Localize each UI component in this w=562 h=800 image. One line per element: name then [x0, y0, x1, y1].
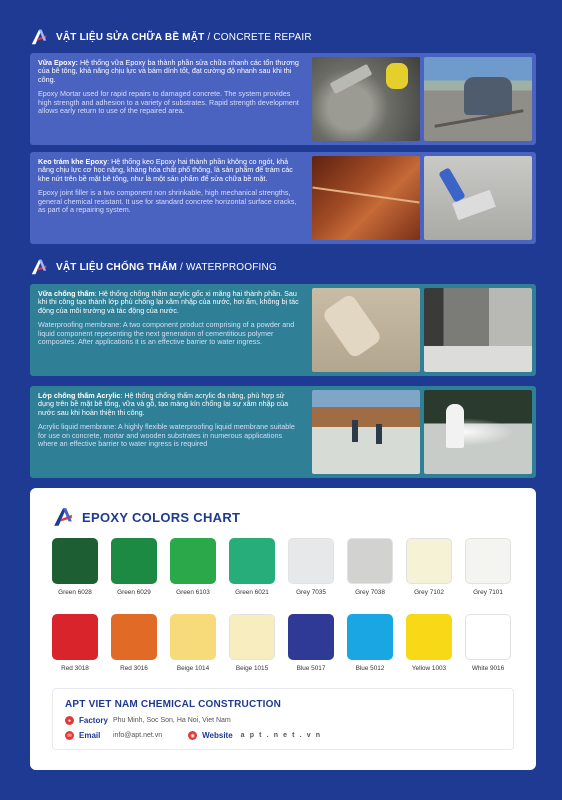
color-swatch-grid — [52, 538, 514, 672]
chart-header — [52, 506, 240, 528]
card-vi-text: Vữa chống thấm: Hệ thống chống thấm acrylic gốc xi măng hai thành phần. Sau khi thi công tạo thành lớp phủ chống lại xâm nhập của nước, hơi ẩm, không bị tác động của môi trường và tác động của nước. — [38, 289, 299, 315]
card-vi-text: Keo trám khe Epoxy: Hệ thống keo Epoxy hai thành phần không co ngót, khả năng chịu lực cơ học nặng, kháng hóa chất phổ thông, là sản phẩm để trám các khe nứt trên bề mặt bê tông, như là một sản phẩm để sửa chữa bề mặt. — [38, 157, 293, 183]
card-text — [30, 386, 310, 478]
waterproof-subtitle-text: / WATERPROOFING — [180, 261, 277, 273]
apt-logo-icon — [30, 28, 48, 46]
acrylic-waterproofing-card — [30, 386, 536, 478]
website-label: Website — [202, 731, 233, 740]
card-vi-text: Vữa Epoxy: Hệ thống vữa Epoxy ba thành phần sửa chữa nhanh các tổn thương của bê tông, khả năng chịu lực và bám dính tốt, đạt cường độ nhanh sau khi thi công. — [38, 58, 299, 84]
card-photos — [310, 152, 536, 244]
email-row — [65, 731, 501, 740]
swatch-label: Green 6021 — [235, 589, 269, 596]
swatch-chip — [465, 538, 511, 584]
swatch-chip — [52, 614, 98, 660]
swatch-label: Blue 5017 — [296, 665, 326, 672]
card-text — [30, 152, 310, 244]
rooftop-workers-photo — [312, 390, 420, 474]
swatch-label: Green 6103 — [176, 589, 210, 596]
swatch-label: Yellow 1003 — [411, 665, 447, 672]
color-swatch — [347, 614, 393, 672]
swatch-label: Red 3018 — [61, 665, 89, 672]
red-floor-photo — [312, 156, 420, 240]
card-photos — [310, 53, 536, 145]
card-text — [30, 53, 310, 145]
epoxy-colors-chart — [30, 488, 536, 770]
color-swatch — [229, 538, 275, 596]
swatch-label: Red 3016 — [120, 665, 148, 672]
waterproof-section-title — [56, 262, 277, 273]
waterproofing-mortar-card — [30, 284, 536, 376]
card-photos — [310, 386, 536, 478]
repair-section-header — [30, 26, 312, 48]
factory-row — [65, 716, 501, 725]
website-link[interactable]: a p t . n e t . v n — [240, 732, 322, 739]
swatch-chip — [288, 538, 334, 584]
color-swatch — [229, 614, 275, 672]
swatch-label: Green 6029 — [117, 589, 151, 596]
company-contact-box — [52, 688, 514, 750]
swatch-chip — [170, 614, 216, 660]
company-name: APT VIET NAM CHEMICAL CONSTRUCTION — [65, 699, 282, 710]
card-en-text: Acrylic liquid membrane: A highly flexible waterproofing liquid membrane suitable for use on concrete, mortar and wooden substrates in numerous applications where an effective barrier to water ingress is required — [38, 422, 295, 449]
color-swatch — [406, 538, 452, 596]
swatch-label: Beige 1015 — [235, 665, 269, 672]
apt-logo-icon — [30, 258, 48, 276]
color-swatch — [111, 614, 157, 672]
card-en-text: Epoxy Mortar used for rapid repairs to damaged concrete. The system provides high strength and adhesion to a variety of substrates. Rapid strength development allows early return to use of the repaired area. — [38, 89, 299, 116]
coated-wall-photo — [424, 288, 532, 372]
card-vi-text: Lớp chống thấm Acrylic: Hệ thống chống thấm acrylic đa năng, phù hợp sử dụng trên bề mặt bê tông, vữa và gỗ, tạo màng kín chống lại sự xâm nhập của nước sau khi hoàn thiện thi công. — [38, 391, 289, 417]
color-swatch — [111, 538, 157, 596]
swatch-chip — [347, 614, 393, 660]
color-swatch — [465, 614, 511, 672]
swatch-label: Grey 7035 — [296, 589, 326, 596]
email-link[interactable]: info@apt.net.vn — [113, 732, 163, 739]
waterproof-title-text: VẬT LIỆU CHỐNG THẤM — [56, 261, 178, 273]
mortar-trowel-photo — [312, 57, 420, 141]
swatch-chip — [111, 538, 157, 584]
card-en-text: Waterproofing membrane: A two component product comprising of a powder and liquid component repesenting the next generation of cementitious polymer composites. After applications it is an effective barrier to water ingress. — [38, 320, 295, 347]
swatch-chip — [111, 614, 157, 660]
email-icon: ✉ — [65, 731, 74, 740]
floor-repair-photo — [424, 57, 532, 141]
swatch-chip — [288, 614, 334, 660]
spray-worker-photo — [424, 390, 532, 474]
crack-filling-photo — [424, 156, 532, 240]
card-photos — [310, 284, 536, 376]
swatch-chip — [406, 538, 452, 584]
swatch-label: Grey 7101 — [473, 589, 503, 596]
factory-address: Phu Minh, Soc Son, Ha Noi, Viet Nam — [113, 717, 231, 724]
waterproof-section-header — [30, 256, 277, 278]
repair-section-title — [56, 32, 312, 43]
swatch-label: Grey 7038 — [355, 589, 385, 596]
swatch-chip — [347, 538, 393, 584]
color-swatch — [52, 538, 98, 596]
swatch-chip — [170, 538, 216, 584]
color-swatch — [52, 614, 98, 672]
swatch-label: Grey 7102 — [414, 589, 444, 596]
card-en-text: Epoxy joint filler is a two component non shrinkable, high mechanical strengths, general chemical resistant. It use for standard concrete horizontal surface cracks, as part of a repairing system. — [38, 188, 297, 215]
repair-subtitle-text: / CONCRETE REPAIR — [207, 31, 312, 43]
swatch-chip — [465, 614, 511, 660]
color-swatch — [406, 614, 452, 672]
color-swatch — [170, 538, 216, 596]
epoxy-mortar-card — [30, 53, 536, 145]
swatch-label: White 9016 — [471, 665, 505, 672]
apt-logo-icon — [52, 506, 74, 528]
color-swatch — [288, 538, 334, 596]
swatch-label: Blue 5012 — [355, 665, 385, 672]
color-swatch — [288, 614, 334, 672]
email-label: Email — [79, 731, 101, 740]
swatch-chip — [229, 538, 275, 584]
location-pin-icon: ● — [65, 716, 74, 725]
color-swatch — [465, 538, 511, 596]
card-text — [30, 284, 310, 376]
swatch-chip — [406, 614, 452, 660]
factory-label: Factory — [79, 716, 108, 725]
epoxy-joint-filler-card — [30, 152, 536, 244]
chart-title: EPOXY COLORS CHART — [82, 509, 241, 525]
color-swatch — [347, 538, 393, 596]
swatch-chip — [229, 614, 275, 660]
website-icon: ◉ — [188, 731, 197, 740]
roller-wall-photo — [312, 288, 420, 372]
swatch-chip — [52, 538, 98, 584]
swatch-label: Green 6028 — [58, 589, 92, 596]
swatch-label: Beige 1014 — [176, 665, 210, 672]
repair-title-text: VẬT LIỆU SỬA CHỮA BỀ MẶT — [56, 31, 205, 43]
color-swatch — [170, 614, 216, 672]
